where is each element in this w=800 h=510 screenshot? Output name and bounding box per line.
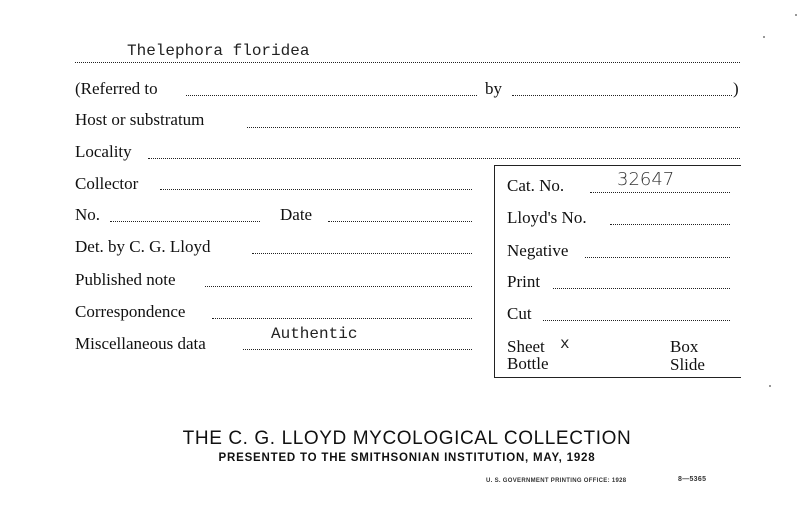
bottle-label: Bottle — [507, 354, 549, 373]
referred-to-label: (Referred to — [75, 79, 158, 98]
cut-line — [543, 320, 730, 321]
published-note-line — [205, 286, 472, 287]
by-line — [512, 95, 732, 96]
locality-label: Locality — [75, 142, 132, 161]
scan-speck — [763, 36, 765, 38]
det-by-label: Det. by C. G. Lloyd — [75, 237, 211, 256]
negative-label: Negative — [507, 241, 569, 260]
referred-to-line — [186, 95, 477, 96]
specimen-name-line — [75, 62, 740, 63]
host-label: Host or substratum — [75, 110, 205, 129]
correspondence-label: Correspondence — [75, 302, 186, 321]
close-paren: ) — [733, 79, 739, 98]
scan-speck — [795, 14, 797, 16]
sheet-label: Sheet — [507, 337, 545, 356]
print-label: Print — [507, 272, 541, 291]
host-line — [247, 127, 740, 128]
printing-office-note: U. S. GOVERNMENT PRINTING OFFICE: 1928 — [486, 478, 627, 484]
lloyds-no-line — [610, 224, 730, 225]
collection-title: THE C. G. LLOYD MYCOLOGICAL COLLECTION — [182, 428, 632, 449]
cat-no-label: Cat. No. — [507, 176, 565, 195]
form-number: 8—5365 — [678, 476, 707, 483]
no-label: No. — [75, 205, 101, 224]
cat-no-line — [590, 192, 730, 193]
misc-data-line — [243, 349, 472, 350]
sheet-mark: x — [560, 335, 570, 353]
det-by-line — [252, 253, 472, 254]
misc-data-label: Miscellaneous data — [75, 334, 206, 353]
lloyds-no-label: Lloyd's No. — [507, 208, 587, 227]
date-line — [328, 221, 472, 222]
date-label: Date — [280, 205, 313, 224]
specimen-name: Thelephora floridea — [127, 42, 310, 60]
by-label: by — [485, 79, 502, 98]
slide-label: Slide — [670, 355, 705, 374]
published-note-label: Published note — [75, 270, 176, 289]
collection-subtitle: PRESENTED TO THE SMITHSONIAN INSTITUTION, MAY, 1928 — [218, 452, 596, 464]
collector-label: Collector — [75, 174, 139, 193]
correspondence-line — [212, 318, 472, 319]
misc-data-value: Authentic — [271, 325, 358, 343]
box-label: Box — [670, 337, 699, 356]
scan-speck — [769, 385, 771, 387]
negative-line — [585, 257, 730, 258]
no-line — [110, 221, 260, 222]
print-line — [553, 288, 730, 289]
cat-no-value: 32647 — [617, 169, 675, 190]
locality-line — [148, 158, 740, 159]
cut-label: Cut — [507, 304, 532, 323]
collector-line — [160, 189, 472, 190]
